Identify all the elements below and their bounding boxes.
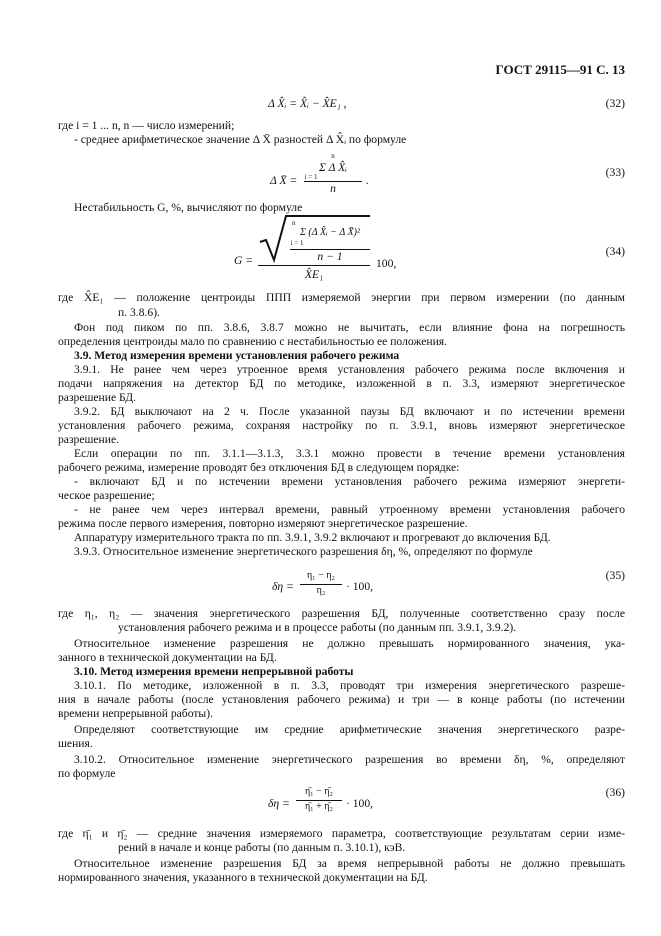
text-where-xe-line1: где X̂E₁ — положение центроиды ППП измеряемой энергии при первом измерении (по данным: [58, 291, 625, 304]
text-operations-line1: Если операции по пп. 3.1.1—3.1.3, 3.3.1 можно провести в течение времени установления: [74, 447, 625, 460]
text-relative-line1: Относительное изменение разрешения не должно превышать нормированного значения, ука-: [74, 637, 625, 650]
text-3-9-2-line3: разрешение.: [58, 433, 119, 446]
equation-33-sum-bottom: i = 1: [304, 173, 318, 181]
equation-35-number: (35): [605, 569, 625, 582]
equation-32-number: (32): [605, 97, 625, 110]
text-operations-line2: рабочего режима, измерение проводят без отключения БД в следующем порядке:: [58, 461, 460, 474]
text-final-line2: нормированного значения, указанного в технической документации на БД.: [58, 871, 428, 884]
equation-34-sum-bottom: i = 1: [290, 239, 304, 247]
section-3-10-title: 3.10. Метод измерения времени непрерывной работы: [74, 665, 354, 678]
equation-34-fraction-bar: [258, 265, 370, 266]
text-3-10-1-line1: 3.10.1. По методике, изложенной в п. 3.3, проводят три измерения энергетического разреше-: [74, 679, 625, 692]
equation-35-denominator: η₂: [300, 584, 342, 596]
equation-36-tail: · 100,: [346, 797, 374, 810]
equation-35-numerator: η₁ − η₂: [306, 570, 336, 581]
equation-32: Δ X̂ᵢ = X̂ᵢ − X̂E₁ ,: [268, 97, 347, 110]
equation-33-tail: .: [366, 174, 369, 187]
equation-34-numerator: Σ (Δ X̂ᵢ − Δ X̄)²: [299, 227, 361, 238]
text-eta-line2: установления рабочего режима и в процессе работы (по данным пп. 3.9.1, 3.9.2).: [118, 621, 517, 634]
text-mean-eta-line1: где η̄₁ и η̄₂ — средние значения измеряемого параметра, соответствующие результатам серии изме-: [58, 827, 625, 840]
text-instability: Нестабильность G, %, вычисляют по формуле: [74, 201, 303, 214]
section-3-9-title: 3.9. Метод измерения времени установления рабочего режима: [74, 349, 400, 362]
text-3-9-1-line2: подачи напряжения на детектор БД по методике, изложенной в п. 3.3, измеряют энергетическое: [58, 377, 625, 390]
text-where-xe-line2: п. 3.8.6).: [118, 306, 160, 319]
text-determine-line1: Определяют соответствующие им средние арифметические значения энергетического разре-: [74, 723, 625, 736]
equation-35-lhs: δη =: [272, 580, 294, 593]
text-relative-line2: занного в технической документации на БД.: [58, 651, 277, 664]
text-determine-line2: шения.: [58, 737, 93, 750]
text-mean-def: - среднее арифметическое значение Δ X̄ разностей Δ X̂ᵢ по формуле: [74, 133, 407, 146]
text-3-9-2-line2: установления рабочего режима, сохраняя настройку по п. 3.9.1, вновь измеряют энергетическое: [58, 419, 625, 432]
equation-33-numerator: Σ Δ X̂ᵢ: [319, 161, 347, 174]
text-3-10-1-line3: времени непрерывной работы).: [58, 707, 213, 720]
text-interval-line2: режима после первого измерения, повторно измеряют энергетическое разрешение.: [58, 517, 468, 530]
text-background-line1: Фон под пиком по пп. 3.8.6, 3.8.7 можно не вычитать, если влияние фона на погрешность: [74, 321, 625, 334]
equation-35-tail: · 100,: [346, 580, 374, 593]
text-switch-on-line2: ческое разрешение;: [58, 489, 155, 502]
text-3-10-2-line1: 3.10.2. Относительное изменение энергетического разрешения во времени δη, %, определяют: [74, 753, 625, 766]
text-3-9-2-line1: 3.9.2. БД выключают на 2 ч. После указанной паузы БД включают и по истечении времени: [74, 405, 625, 418]
text-interval-line1: - не ранее чем через интервал времени, равный утроенному времени установления рабочего: [74, 503, 625, 516]
equation-36-lhs: δη =: [268, 797, 290, 810]
text-eta-line1: где η₁, η₂ — значения энергетического разрешения БД, полученные соответственно сразу после: [58, 607, 625, 620]
page-header: ГОСТ 29115—91 С. 13: [495, 62, 625, 77]
text-3-9-3: 3.9.3. Относительное изменение энергетического разрешения δη, %, определяют по формуле: [74, 545, 533, 558]
equation-36-denominator: η̄₁ + η̄₂: [296, 800, 342, 812]
equation-34-sum-top: n: [292, 219, 296, 227]
text-apparatus: Аппаратуру измерительного тракта по пп. 3.9.1, 3.9.2 включают и прогревают до включения БД.: [74, 531, 551, 544]
equation-34-inner-denominator: n − 1: [290, 249, 370, 263]
equation-34-tail: 100,: [376, 257, 397, 270]
text-background-line2: определения центроиды мало по сравнению с нестабильностью ее положения.: [58, 335, 448, 348]
equation-36-numerator: η̄₁ − η̄₂: [304, 786, 334, 797]
text-3-9-1-line1: 3.9.1. Не ранее чем через утроенное время установления рабочего режима после включения и: [74, 363, 625, 376]
equation-33-sum-top: n: [331, 152, 335, 160]
equation-34-number: (34): [605, 245, 625, 258]
text-switch-on-line1: - включают БД и по истечении времени установления рабочего режима измеряют энергети-: [74, 475, 625, 488]
text-3-9-1-line3: разрешение БД.: [58, 391, 137, 404]
equation-33-denominator: n: [304, 181, 362, 195]
equation-34-denominator: X̂E₁: [304, 268, 324, 281]
text-3-10-1-line2: ния в начале работы (после установления рабочего режима) и три — в конце работы (по истечении: [58, 693, 625, 706]
equation-33-number: (33): [605, 166, 625, 179]
equation-34-lhs: G =: [234, 254, 254, 267]
equation-36-number: (36): [605, 786, 625, 799]
equation-33-lhs: Δ X̄ =: [270, 174, 298, 187]
text-mean-eta-line2: рений в начале и конце работы (по данным п. 3.10.1), кэВ.: [118, 841, 406, 854]
text-where-i: где i = 1 ... n, n — число измерений;: [58, 119, 235, 132]
text-final-line1: Относительное изменение разрешения БД за время непрерывной работы не должно превышать: [74, 857, 625, 870]
text-3-10-2-line2: по формуле: [58, 767, 116, 780]
